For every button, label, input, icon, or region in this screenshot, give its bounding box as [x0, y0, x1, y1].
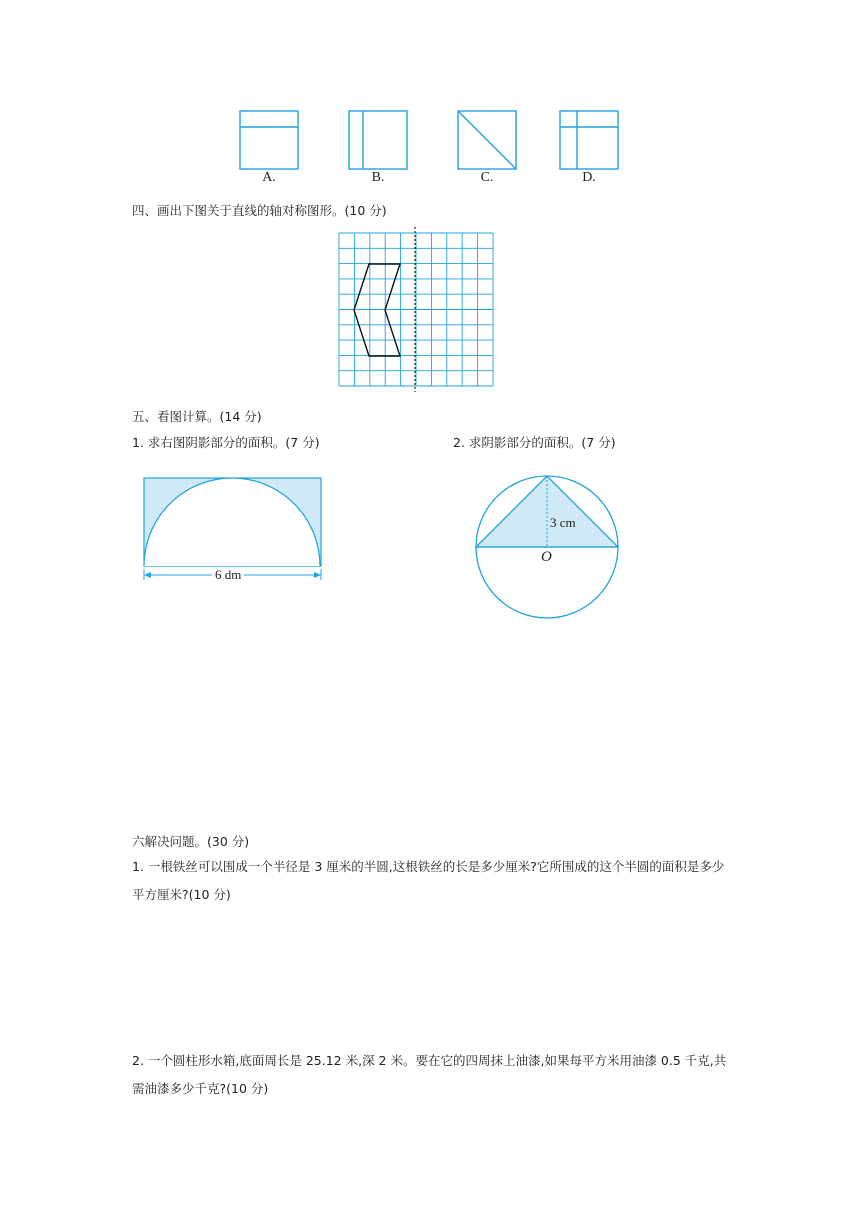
section6-title: 六解决问题。(30 分): [132, 834, 250, 849]
option-label-a: A.: [262, 170, 276, 185]
option-label-b: B.: [371, 170, 385, 185]
section4-title: 四、画出下图关于直线的轴对称图形。(10 分): [132, 203, 387, 218]
section6-q1: 1. 一根铁丝可以围成一个半径是 3 厘米的半圆,这根铁丝的长是多少厘米?它所围成的这个半圆的面积是多少平方厘米?(10 分): [132, 859, 725, 902]
section6-q2: 2. 一个圆柱形水箱,底面周长是 25.12 米,深 2 米。要在它的四周抹上油漆,如果每平方米用油漆 0.5 千克,共需油漆多少千克?(10 分): [132, 1053, 727, 1096]
option-label-c: C.: [480, 170, 494, 185]
height-label-3cm: 3 cm: [550, 515, 576, 530]
option-label-d: D.: [582, 170, 596, 185]
dimension-label-6dm: 6 dm: [212, 567, 244, 583]
section5-q1-text: 1. 求右图阴影部分的面积。(7 分): [132, 435, 320, 450]
section5-title: 五、看图计算。(14 分): [132, 409, 262, 424]
section5-q2-text: 2. 求阴影部分的面积。(7 分): [453, 435, 616, 450]
center-label-o: O: [541, 549, 552, 565]
